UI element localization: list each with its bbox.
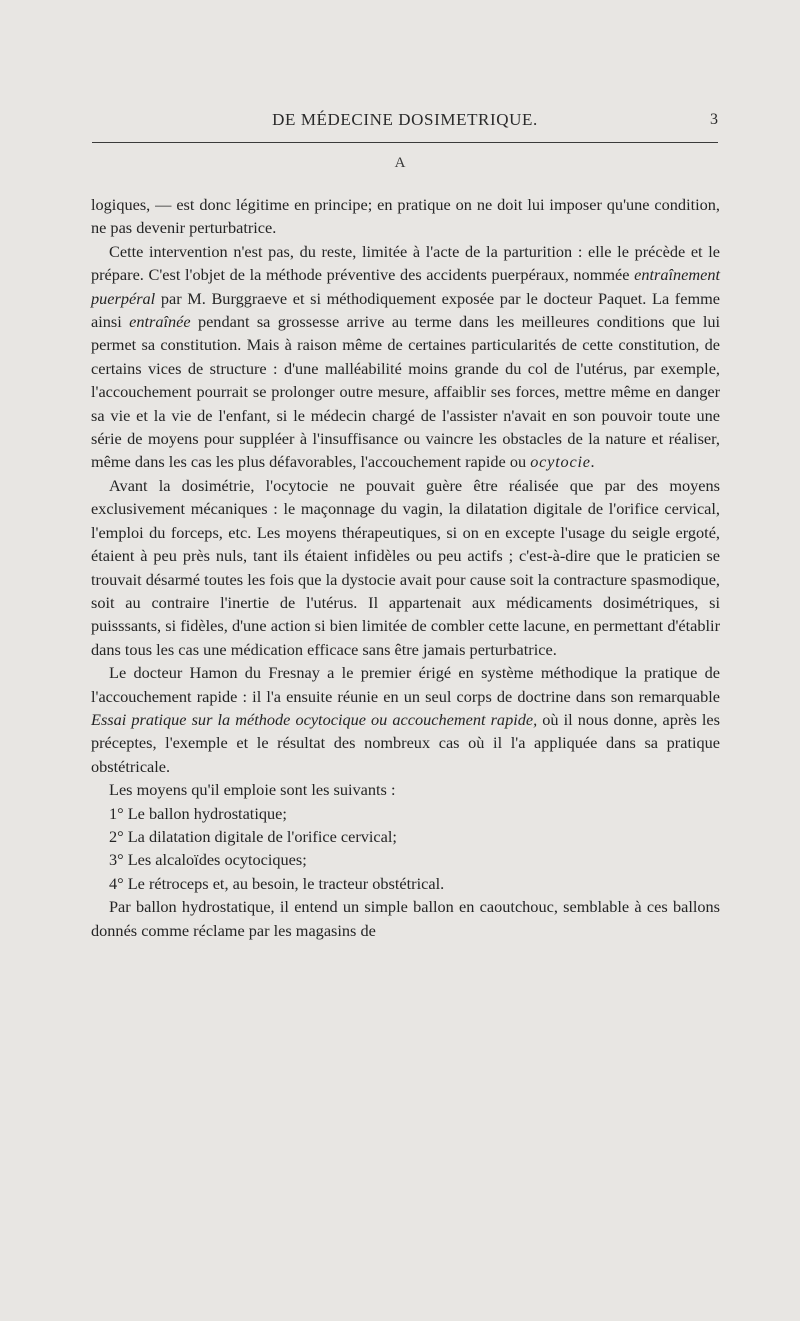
- term-ocytocie: ocytocie.: [530, 452, 596, 472]
- book-title: Essai pratique sur la méthode ocytocique ou accouchement rapide,: [91, 709, 538, 729]
- paragraph-2: [91, 240, 720, 474]
- signature-mark: A: [394, 155, 406, 171]
- paragraph-5: Les moyens qu'il emploie sont les suivants :: [109, 780, 396, 800]
- paragraph-4-part-b: où il nous donne, après les préceptes, l'exemple et le résultat des nombreux cas où il l'a appliquée dans sa pratique obstétricale.: [91, 709, 720, 776]
- list-item-4: 4° Le rétroceps et, au besoin, le tracteur obstétrical.: [109, 873, 445, 893]
- body-text: [91, 193, 720, 942]
- paragraph-2-part-a: Cette intervention n'est pas, du reste, limitée à l'acte de la parturition : elle le précède et le prépare. C'est l'objet de la méthode préventive des accidents puerpéraux, nommée: [91, 241, 720, 285]
- paragraph-4: [91, 661, 720, 778]
- paragraph-2-part-c: pendant sa grossesse arrive au terme dans les meilleures conditions que lui permet sa constitution. Mais à raison même de certaines particularités de cette constitution, de certains vices de structure : d'une malléabilité moins grande du col de l'utérus, par exemple, l'accouchement pourrait se prolonger outre mesure, affaiblir ses forces, mettre même en danger sa vie et la vie de l'enfant, si le médecin chargé de l'assister n'avait en son pouvoir toute une série de moyens pour suppléer à l'insuffisance ou vaincre les obstacles de la nature et réaliser, même dans les cas les plus défavorables, l'accouchement rapide ou: [91, 312, 721, 472]
- paragraph-6: Par ballon hydrostatique, il entend un simple ballon en caoutchouc, semblable à ces ballons donnés comme réclame par les magasins de: [91, 897, 720, 940]
- list-item-2: 2° La dilatation digitale de l'orifice cervical;: [109, 826, 397, 846]
- paragraph-2-part-b: par M. Burggraeve et si méthodiquement exposée par le docteur Paquet. La femme ainsi: [91, 288, 720, 332]
- paragraph-1: logiques, — est donc légitime en principe; en pratique on ne doit lui imposer qu'une condition, ne pas devenir perturbatrice.: [91, 195, 720, 238]
- term-entrainee: entraînée: [129, 312, 191, 332]
- running-title: DE MÉDECINE DOSIMETRIQUE.: [272, 110, 538, 129]
- paragraph-4-part-a: Le docteur Hamon du Fresnay a le premier érigé en système méthodique la pratique de l'accouchement rapide : il l'a ensuite réunie en un seul corps de doctrine dans son remarquable: [91, 663, 720, 706]
- list-item-1: 1° Le ballon hydrostatique;: [109, 803, 287, 823]
- page-number: 3: [710, 111, 718, 128]
- paragraph-3: Avant la dosimétrie, l'ocytocie ne pouvait guère être réalisée que par des moyens exclusivement mécaniques : le maçonnage du vagin, la dilatation digitale de l'orifice cervical, l'emploi du forceps, etc. Les moyens thérapeutiques, si on en excepte l'usage du seigle ergoté, étaient à peu près nuls, tant ils étaient infidèles ou peu actifs ; c'est-à-dire que le praticien se trouvait désarmé toutes les fois que la dystocie avait pour cause soit la contracture spasmodique, soit au contraire l'inertie de l'utérus. Il appartenait aux médicaments dosimétriques, si puisssants, si fidèles, d'une action si bien limitée de combler cette lacune, en permettant d'établir dans tous les cas une médication efficace sans être jamais perturbatrice.: [91, 475, 720, 659]
- header-rule: [92, 142, 718, 143]
- running-head: [92, 104, 718, 134]
- term-entrainement-puerperal: entraînement puerpéral: [91, 265, 720, 308]
- list-item-3: 3° Les alcaloïdes ocytociques;: [109, 850, 307, 870]
